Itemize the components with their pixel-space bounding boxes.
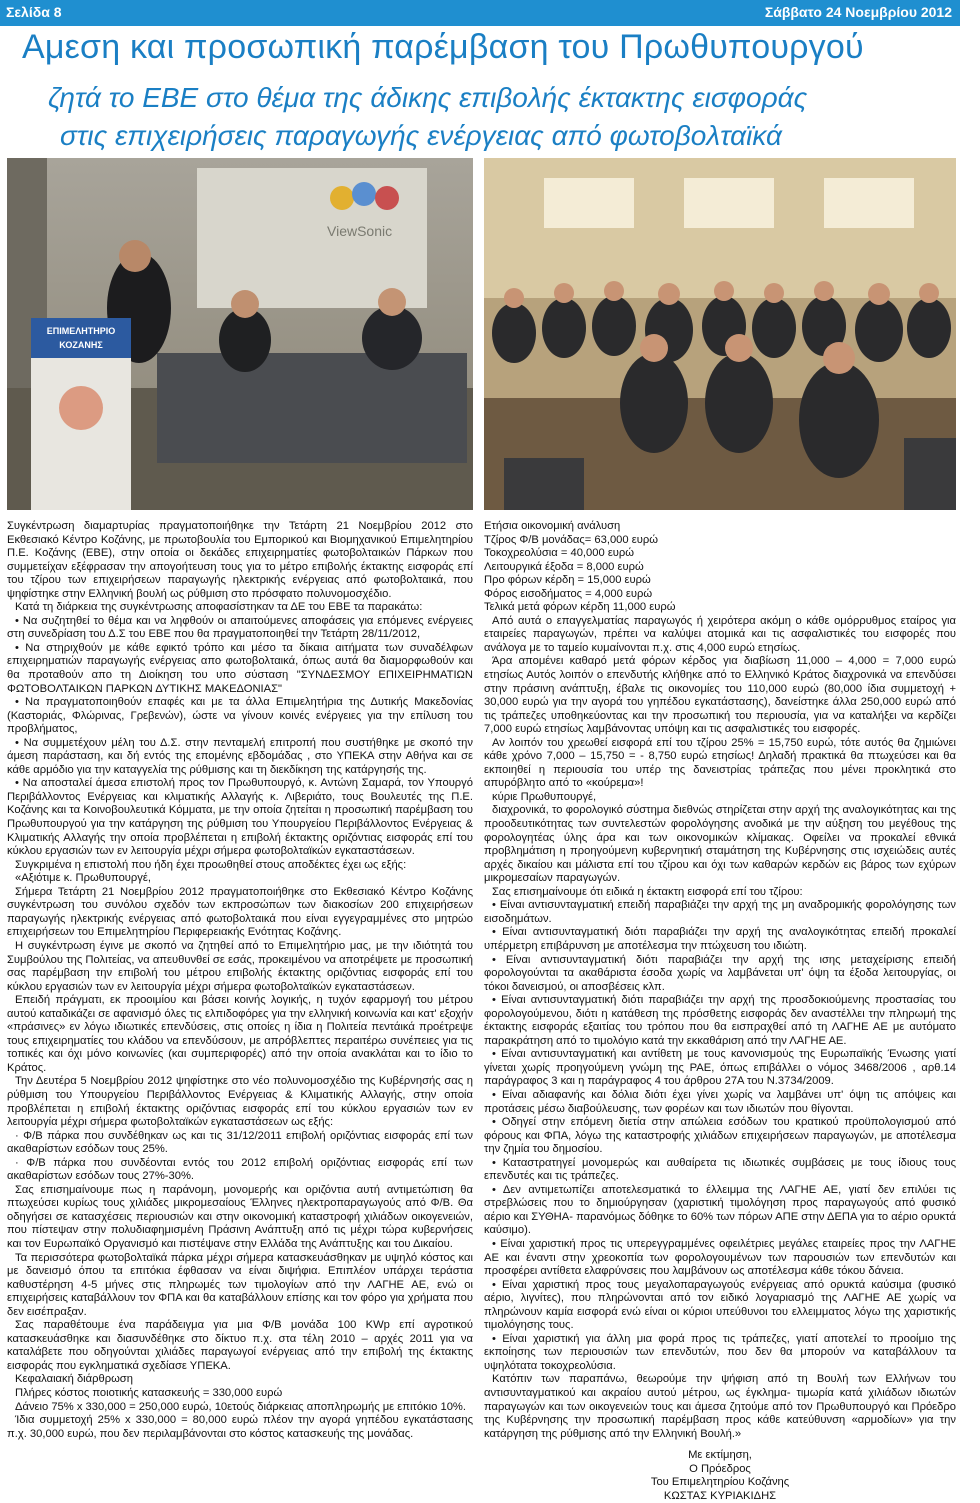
article-bullet: • Να συμμετέχουν μέλη του Δ.Σ. στην πενταμελή επιτροπή που συστήθηκε με σκοπό την άμεση παράσταση, και δή εντός της επομένης εβδομάδας , στο ΥΠΕΚΑ στην Αθήνα και σε κάθε αρμόδιο για την καταγγελία της ρύθμισης και τη διεκδίκηση της κατάργησής της. — [7, 736, 473, 776]
article-bullet: • Είναι αντισυνταγματική διότι παραβιάζει την αρχή της προσδοκιούμενης προστασίας του φορολογούμενου, διότι η κατάθεση της πρόσθετης εισφοράς δεν αναστέλλει την πληρωμή της έκτακτης εισφοράς εξαιτίας του τρόπου που θα εισπραχθεί από τη ΛΑΓΗΕ ΑΕ με αυτόματο παρακράτηση από το τιμολόγιο κατά την εκκαθάριση από την ΛΑΓΗΕ ΑΕ. — [484, 994, 956, 1047]
article-paragraph: Την Δευτέρα 5 Νοεμβρίου 2012 ψηφίστηκε στο νέο πολυνομοσχέδιο της Κυβέρνησής σας η ρύθμιση του Υπουργείου Περιβάλλοντος Ενέργειας & Κλιματικής Αλλαγής, στην οποία προβλέπεται η επιβολή έκτακτης οριζόντιας εισφοράς επί του κύκλου εργασιών των εν λειτουργία μέχρι σήμερα φωτοβολταϊκών εγκαταστάσεων ως εξής: — [7, 1075, 473, 1129]
article-paragraph: Δάνειο 75% x 330,000 = 250,000 ευρώ, 10ετούς διάρκειας αποπληρωμής με επιτόκιο 10%. — [15, 1400, 466, 1413]
article-bullet: • Είναι χαριστική προς τις υπερεγγραμμένες οφειλέτριες μεγάλες εταιρείες προς την ΛΑΓΗΕ ΑΕ και έναντι στην χρεοκοπία των φορολογουμένων των παρουσιών των επενδυτών και προσφέρει αντίθετα ελαφρύνσεις που λαμβάνουν ως αποτέλεσμα κάθε τόκου δάνεια. — [484, 1237, 956, 1278]
analysis-line: Λειτουργικά έξοδα = 8,000 ευρώ — [484, 560, 644, 573]
article-paragraph: Επειδή πράγματι, εκ προοιμίου και βάσει κοινής λογικής, η τυχόν εφαρμογή του μέτρου αυτού καταδικάζει σε αφανισμό όλες τις ελπιδοφόρες για την ελληνική κοινωνία και κατ' εξοχήν «πράσινες» εν λόγω ιδιωτικές επενδύσεις, στις οποίες η ίδια η Πολιτεία πεντάικά προέτρεψε τους επιχειρηματίες του κλάδου να επενδύσουν, με απρόβλεπτες περαιτέρω συνέπειες για τις τοπικές και όχι μόνο κοινωνίες (και συμπεριφορές) από την οποία ανακλάται και το ίδιο το Κράτος. — [7, 994, 473, 1074]
article-paragraph: Τα περισσότερα φωτοβολταϊκά πάρκα μέχρι σήμερα κατασκευάσθηκαν με υψηλό κόστος και με δανεισμό όπου τα επιτόκια έφθασαν να είναι διψήφια. Επιπλέον υπάρχει τεράστια καθυστέρηση 4-5 μήνες στις πληρωμές των τιμολογίων από την ΛΑΓΗΕ ΑΕ, ενώ οι επιχειρήσεις καταβάλλουν τον ΦΠΑ και θα καταβάλλουν επίσης και τον φόρο για χρήματα που δεν εισέπραξαν. — [7, 1251, 473, 1318]
article-paragraph: «Αξιότιμε κ. Πρωθυπουργέ, — [15, 872, 151, 885]
article-bullet: • Να συζητηθεί το θέμα και να ληφθούν οι απαιτούμενες αποφάσεις για επόμενες ενέργειες στη συνεδρίαση του Δ.Σ του ΕΒΕ που θα πραγματοποιηθεί την Τετάρτη 28/11/2012, — [7, 614, 473, 641]
article-bullet: Κατόπιν των παραπάνω, θεωρούμε την ψήφιση από τη Βουλή των Ελλήνων του αντισυνταγματικού και ακραίου αυτού μέτρου, ως έγκλημα- τιμωρία κατά χιλιάδων ιδιωτών παραγωγών και των οικογενειών τους και άμεσα ζητούμε από τον Πρωθυπουργό και Πρόεδρο της Κυβέρνησης την προσωπική παρέμβαση προς κάθε κατεύθυνση «αρμοδίων» για την κατάργηση της ρύθμισης από την Ελληνική Βουλή.» — [484, 1373, 956, 1440]
headline-subtitle-line-1: ζητά το ΕΒΕ στο θέμα της άδικης επιβολής έκτακτης εισφοράς — [48, 82, 808, 113]
signature-org: Του Επιμελητηρίου Κοζάνης — [650, 1476, 790, 1489]
article-bullet: • Είναι αδιαφανής και δόλια διότι έχει γίνει χωρίς να λαμβάνει υπ' όψη τις απόψεις και προτάσεις μέσω διαβούλευσης, των φορέων και των ιδιωτών που θίγονται. — [484, 1088, 956, 1115]
page-header-bar — [0, 0, 960, 26]
analysis-line: Φόρος εισοδήματος = 4,000 ευρώ — [484, 587, 653, 600]
article-paragraph: Κατά τη διάρκεια της συγκέντρωσης αποφασίστηκαν τα ΔΕ του ΕΒΕ τα παρακάτω: — [15, 601, 423, 614]
issue-date: Σάββατο 24 Νοεμβρίου 2012 — [764, 4, 952, 20]
article-paragraph: Σας επισημαίνουμε πως η παράνομη, μονομερής και οριζόντια αυτή αντιμετώπιση θα πτωχεύσει κυρίως τους χιλιάδες μικρομεσαίους Έλληνες ηλεκτροπαραγωγούς από Φ/Β. Θα οδηγήσει σε κατασχέσεις περιουσιών και στην οικονομική καταστροφή χιλιάδων οικογενειών, που πίστεψαν στην πολυδιαφημισμένη Πράσινη Ανάπτυξη από τις μέχρι τώρα κυβερνήσεις και τον Ευρωπαϊκό Οργανισμό και πιστέψανε στην Ελλάδα της Ανάπτυξης και του Δικαίου. — [7, 1183, 473, 1250]
page-number: Σελίδα 8 — [6, 4, 62, 20]
analysis-line: Τοκοχρεολύσια = 40,000 ευρώ — [484, 547, 635, 560]
article-paragraph: Σήμερα Τετάρτη 21 Νοεμβρίου 2012 πραγματοποιήθηκε στο Εκθεσιακό Κέντρο Κοζάνης συγκέντρωση του συνόλου σχεδόν των εκπροσώπων των διακοσίων 200 επιχειρήσεων παραγωγής ηλεκτρικής ενέργειας από φωτοβολταικά που είναι εγγεγραμμένες στο μητρώο επιχειρήσεων του Επιμελητηρίου Περιφερειακής Ενότητας Κοζάνης. — [7, 885, 473, 939]
article-bullet: • Να στηριχθούν με κάθε εφικτό τρόπο και μέσο τα δίκαια αιτήματα των συναδέλφων επιχειρηματιών παραγωγής ενέργειας απο φωτοβολταικά, όπως αυτά θα διαμορφωθούν και θα προταθούν απο τη Διοίκηση του υπο σύσταση "ΣΥΝΔΕΣΜΟΥ ΕΠΙΧΕΙΡΗΜΑΤΙΩΝ ΦΩΤΟΒΟΛΤΑΙΚΩΝ ΠΑΡΚΩΝ ΔΥΤΙΚΗΣ ΜΑΚΕΔΟΝΙΑΣ" — [7, 641, 473, 695]
signature-role: Ο Πρόεδρος — [689, 1462, 751, 1475]
article-paragraph: Πλήρες κόστος ποιοτικής κατασκευής = 330,000 ευρώ — [15, 1387, 283, 1399]
article-bullet: • Οδηγεί στην επόμενη διετία στην απώλεια εσόδων του κρατικού προϋπολογισμού από φόρους και ΦΠΑ, λόγω της καταστροφής χιλιάδων επιχειρήσεων παραγωγών, με αποτέλεσμα την ζημία του δημοσίου. — [484, 1116, 956, 1156]
article-paragraph: κύριε Πρωθυπουργέ, — [492, 790, 597, 803]
article-bullet: • Καταστρατηγεί μονομερώς και αυθαίρετα τις ιδιωτικές συμβάσεις με τους ίδιους τους επενδυτές και τις τράπεζες. — [484, 1156, 956, 1183]
article-paragraph: Η συγκέντρωση έγινε με σκοπό να ζητηθεί από το Επιμελητήριο μας, με την ιδιότητά του Συμβούλου της Πολιτείας, να απευθυνθεί σε εσάς, προκειμένου να αποτρέψετε με προσωπική σας παρέμβαση την επιβολή του μέτρου επιβολής έκτακτης οριζόντιας εισφοράς επί του κύκλου εργασιών των εν λειτουργία μέχρι σήμερα φωτοβολταϊκών εγκαταστάσεων. — [7, 939, 473, 993]
article-bullet: • Δεν αντιμετωπίζει αποτελεσματικά το έλλειμμα της ΛΑΓΗΕ ΑΕ, γιατί δεν επιλύει τις στρεβλώσεις που το δημιούργησαν (χαριστική τιμολόγηση προς παραγωγούς από φυσικό αέριο και ΣΥΘΗΑ- παρανόμως δόθηκε το 60% των πόρων ΑΠΕ στην ΔΕΠΑ για το αέριο ορυκτά καύσιμο). — [484, 1183, 956, 1237]
signature-block — [484, 1449, 956, 1503]
photo-audience — [484, 158, 956, 510]
article-paragraph: Άρα απομένει καθαρό μετά φόρων κέρδος για διαβίωση 11,000 – 4,000 = 7,000 ευρώ ετησίως Αυτός λοιπόν ο επενδυτής κλήθηκε από το Ελληνικό Κράτος διαχρονικά να επενδύσει στην πράσινη ανάπτυξη, έβαλε τις οικονομίες του 110,000 ευρώ (80,000 ίδια συμμετοχή + 30,000 ευρώ για την αγορά του γηπέδου εγκατάστασης), δανείστηκε άλλα 250,000 ευρώ από τις τράπεζες υποθηκεύοντας και την προσωπική του περιουσία, για να καταλήξει να κερδίζει 7,000 ευρώ ετησίως λαμβάνοντας υπόψη και τις ασφαλιστικές του εισφορές. — [484, 655, 956, 736]
signature-name: ΚΩΣΤΑΣ ΚΥΡΙΑΚΙΔΗΣ — [663, 1489, 777, 1502]
article-paragraph: Συγκριμένα η επιστολή που ήδη έχει προωθηθεί στους αποδέκτες έχει ως εξής: — [15, 858, 407, 871]
screen-logo-text: ViewSonic — [327, 223, 393, 239]
article-paragraph: Αν λοιπόν του χρεωθεί εισφορά επί του τζίρου 25% = 15,750 ευρώ, τότε αυτός θα ζημιώνει κάθε χρόνο 7,000 – 15,750 = - 8,750 ευρώ ετησίως! Δηλαδή πρακτικά θα πτωχεύσει και θα εκποιηθεί η περιουσία του υπέρ της δανειστρίας τράπεζας που μένει προκλητικά στο απυρόβλητο από το «κούρεμα»! — [484, 736, 956, 790]
article-paragraph: Συγκέντρωση διαμαρτυρίας πραγματοποιήθηκε την Τετάρτη 21 Νοεμβρίου 2012 στο Εκθεσιακό Κέντρο Κοζάνης, με πρωτοβουλία του Εμπορικού και Βιομηχανικού Επιμελητηρίου Π.Ε. Κοζάνης (ΕΒΕ), στην οποία οι δεκάδες επιχειρηματίες φωτοβολταικών Πάρκων που συμμετείχαν εξέφρασαν την απογοήτευση τους για το μέτρο επιβολής έκτακτης εισφοράς επί του τζίρου των επιχειρήσεων παραγωγής ηλεκτρικής ενέργειας από φωτοβολταικά, που ψηφίστηκε στην Ελληνική βουλή ως ρύθμιση στο πρόσφατο πολυνομοσχέδιο. — [7, 520, 473, 600]
analysis-line: Ετήσια οικονομική ανάλυση — [484, 520, 621, 532]
article-paragraph: · Φ/Β πάρκα που συνδέθηκαν ως και τις 31/12/2011 επιβολή οριζόντιας εισφοράς επί των ακαθαρίστων εσόδων τους 25%. — [7, 1129, 473, 1156]
photo-speakers — [7, 158, 473, 510]
signature-closing: Με εκτίμηση, — [688, 1449, 752, 1462]
headline-title: Αμεση και προσωπική παρέμβαση του Πρωθυπουργού — [22, 28, 864, 66]
article-paragraph: διαχρονικά, το φορολογικό σύστημα διεθνώς στηρίζεται στην αρχή της αναλογικότητας και της προοδευτικότητας των συντελεστών φορολόγησης ανοδικά με την αύξηση του μεγέθους της φορολογητέας ύλης άρα και των οικονομικών κλίμακας. Οφείλει να προκαλεί εθνικά προβλημάτιση η προηγούμενη κυβερνητική σταμάτηση της Κυβέρνησης στις ισχειώδεις αυτές αρχές δικαίου και μάλιστα επί του τζίρου και όχι των καθαρών κερδών εις βάρος των εχύρων μικρομεσαίων παραγωγών. — [484, 804, 956, 885]
article-bullet: • Είναι αντισυνταγματική επειδή παραβιάζει την αρχή της μη αναδρομικής φορολόγησης των εισοδημάτων. — [484, 899, 956, 925]
article-bullet: • Είναι αντισυνταγματική και αντίθετη με τους κανονισμούς της Ευρωπαϊκής Ένωσης γιατί γίνεται χωρίς προηγούμενη γνώμη της ΡΑΕ, όπως επιβάλλει ο νόμος 3468/2006 , αρθ.14 παράγραφος 3 και η παράγραφος 4 του άρθρου 27Α του Ν.3734/2009. — [484, 1048, 956, 1088]
article-right-column — [484, 520, 956, 1502]
article-paragraph: · Φ/Β πάρκα που συνδέονται εντός του 2012 επιβολή οριζόντιας εισφοράς επί των ακαθαρίστων εσόδων τους 27%-30%. — [7, 1156, 473, 1183]
article-left-column — [7, 520, 473, 1442]
table — [157, 353, 467, 463]
article-bullet: • Να πραγματοποιηθούν επαφές και με τα άλλα Επιμελητήρια της Δυτικής Μακεδονίας (Καστοριάς, Φλώρινας, Γρεβενών), ώστε να γίνουν κοινές ενέργειες για την επίλυση του προβλήματος, — [7, 696, 473, 736]
article-bullet: • Είναι αντισυνταγματική διότι παραβιάζει την αρχή της ισης μεταχείρισης επειδή φορολογούνται τα ακαθάριστα έσοδα χωρίς να λαμβάνεται υπ' όψη τα έξοδα λειτουργίας, οι τόκοι δανεισμού, οι αποσβέσεις κλπ. — [484, 953, 956, 993]
article-bullet: • Είναι χαριστική προς τους μεγαλοπαραγωγούς ενέργειας από ορυκτά καύσιμα (φυσικό αέριο, λιγνίτες), που πληρώνονται από τον ειδικό λογαριασμό της ΛΑΓΗΕ ΑΕ χωρίς να πληρώνουν καμία εισφορά ενώ είναι οι κύριοι υπεύθυνοι του ελλειμματος λόγω της χαριστικής τιμολόγησης τους. — [484, 1278, 956, 1332]
headline-subtitle-line-2: στις επιχειρήσεις παραγωγής ενέργειας από φωτοβολταϊκά — [60, 120, 782, 151]
analysis-line: Προ φόρων κέρδη = 15,000 ευρώ — [484, 574, 651, 587]
article-paragraph: Ίδια συμμετοχή 25% x 330,000 = 80,000 ευρώ πλέον την αγορά γηπέδου εγκατάστασης π.χ. 30,000 ευρώ, που δεν περιλαμβάνονται στο κόστος κατασκευής της μονάδας. — [7, 1414, 473, 1440]
analysis-line: Τζίρος Φ/Β μονάδας= 63,000 ευρώ — [484, 533, 658, 546]
svg-text:ΚΟΖΑΝΗΣ: ΚΟΖΑΝΗΣ — [59, 340, 103, 350]
article-paragraph: Σας επισημαίνουμε ότι ειδικά η έκτακτη εισφορά επί του τζίρου: — [492, 885, 803, 898]
article-bullet: • Να αποσταλεί άμεσα επιστολή προς τον Πρωθυπουργό, κ. Αντώνη Σαμαρά, τον Υπουργό Περιβάλλοντος Ενέργειας και κλιματικής Αλλαγής κ. Λιβεριάτο, τους Βουλευτές της Π.Ε. Κοζάνης και τα Κοινοβουλευτικά Κόμματα, με την οποία ζητείται η προσωπική παρέμβαση του Πρωθυπουργού για την κατάργηση της ρύθμιση του Υπουργείου Περιβάλλοντος Ενέργειας & Κλιματικής Αλλαγής την οποία προβλέπεται η επιβολή έκτακτης οριζόντιας εισφοράς επί του κύκλου εργασιών των εν λειτουργία μέχρι σήμερα φωτοβολταϊκών εγκαταστάσεων. — [7, 777, 473, 858]
analysis-line: Τελικά μετά φόρων κέρδη 11,000 ευρώ — [484, 601, 676, 614]
article-paragraph: Κεφαλαιακή διάρθρωση — [15, 1373, 133, 1386]
article-bullet: • Είναι αντισυνταγματική διότι παραβιάζει την αρχή της αναλογικότητας επειδή προκαλεί υπέρμετρη επιβάρυνση με αποτέλεσμα την πτώχευση του ιδιώτη. — [484, 926, 956, 952]
article-bullet: • Είναι χαριστική για άλλη μια φορά προς τις τράπεζες, γιατί αποτελεί το προοίμιο της εκποίησης των περιουσιών των επενδυτών, που δεν θα μπορούν να καταβάλλουν τα υψηλότατα τοκοχρεολύσια. — [484, 1332, 956, 1372]
article-paragraph: Από αυτά ο επαγγελματίας παραγωγός ή χειρότερα ακόμη ο κάθε ομόρρυθμος εταίρος για εταιρείες παραγωγών, πρέπει να καλύψει ατομικά και τις ασφαλιστικές του εισφορές που ανάλογα με το ταμείο κυμαίνονται π.χ. στις 4,000 ευρώ ετησίως. — [484, 614, 956, 654]
article-paragraph: Σας παραθέτουμε ένα παράδειγμα για μια Φ/Β μονάδα 100 KWp επί αγροτικού κατασκευάσθηκε και διασυνδέθηκε στο δίκτυο π.χ. στα τέλη 2010 – αρχές 2011 για να καταλάβετε που οδηγούνται χιλιάδες παραγωγοί ενέργειας από την επιβολή της έκτακτης εισφοράς που εγκληματικά σχεδίασε ΥΠΕΚΑ. — [7, 1319, 473, 1372]
svg-text:ΕΠΙΜΕΛΗΤΗΡΙΟ: ΕΠΙΜΕΛΗΤΗΡΙΟ — [46, 326, 116, 336]
